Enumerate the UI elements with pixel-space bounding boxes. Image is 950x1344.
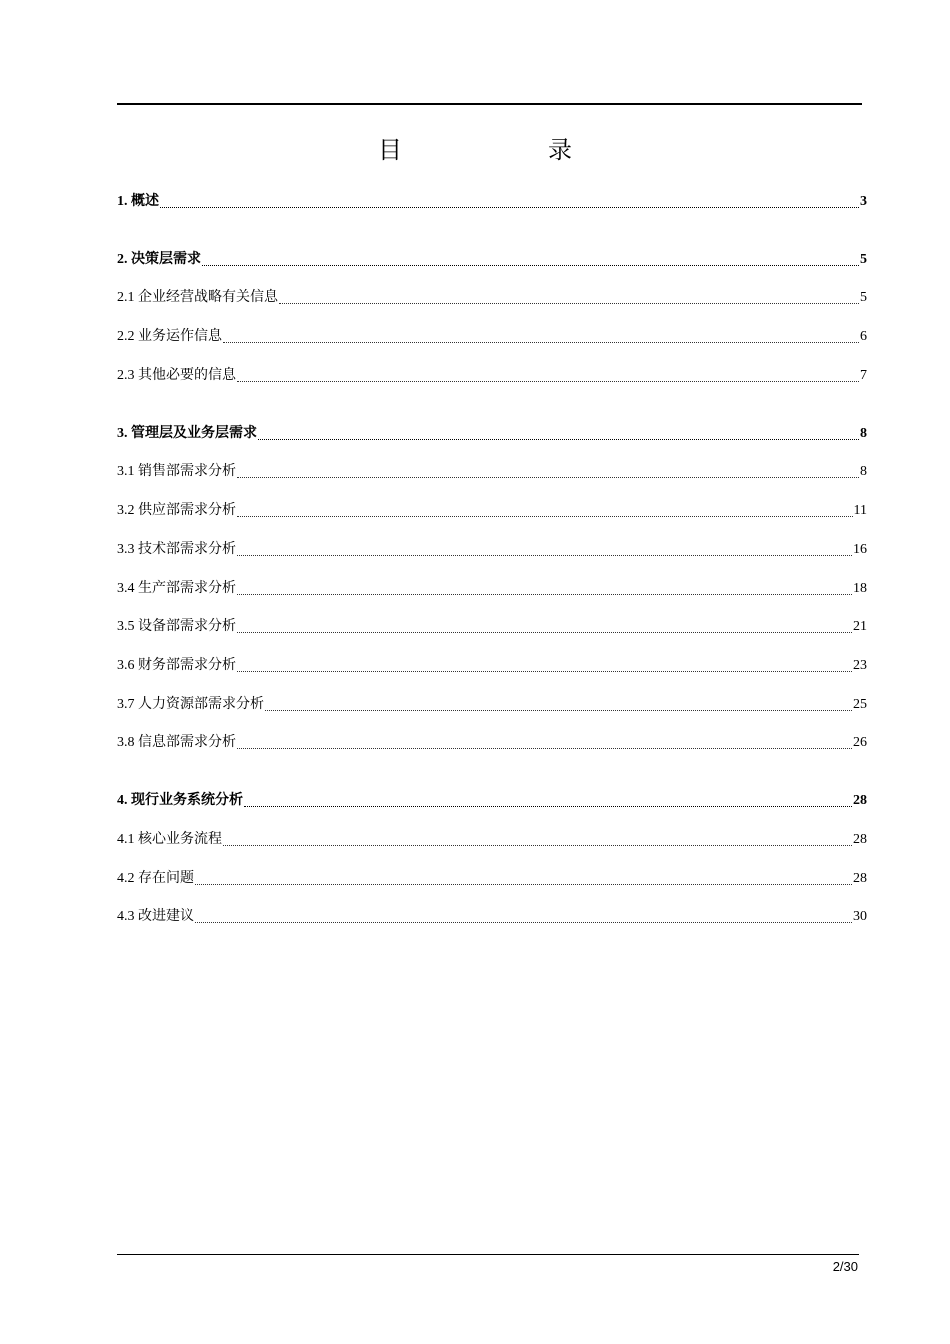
toc-entry-page: 3: [860, 194, 867, 209]
toc-leader-dots: [160, 207, 859, 208]
toc-leader-dots: [237, 477, 859, 478]
toc-entry-label: 3.5 设备部需求分析: [117, 619, 236, 634]
toc-leader-dots: [195, 922, 852, 923]
toc-entry-page: 18: [853, 581, 867, 596]
title-char-1: 目: [378, 136, 402, 164]
toc-entry-label: 4.3 改进建议: [117, 909, 194, 924]
toc-entry[interactable]: [117, 366, 867, 386]
toc-leader-dots: [237, 594, 852, 595]
toc-entry-label: 3.4 生产部需求分析: [117, 581, 236, 596]
toc-entry[interactable]: [117, 250, 867, 270]
toc-entry[interactable]: [117, 579, 867, 599]
toc-entry[interactable]: [117, 733, 867, 753]
toc-entry-page: 28: [853, 871, 867, 886]
toc-leader-dots: [258, 439, 859, 440]
toc-leader-dots: [195, 884, 852, 885]
toc-entry-label: 3.2 供应部需求分析: [117, 503, 236, 518]
header-rule: [117, 103, 862, 105]
page-number: 2/30: [832, 1259, 858, 1274]
toc-entry-label: 2.3 其他必要的信息: [117, 368, 236, 383]
toc-entry-page: 16: [853, 542, 867, 557]
toc-entry-label: 1. 概述: [117, 194, 159, 209]
toc-leader-dots: [202, 265, 859, 266]
toc-entry-page: 7: [860, 368, 867, 383]
toc-entry-page: 8: [860, 426, 867, 441]
toc-entry[interactable]: [117, 907, 867, 927]
toc-entry-page: 30: [853, 909, 867, 924]
toc-leader-dots: [237, 381, 859, 382]
toc-entry-page: 23: [853, 658, 867, 673]
toc-leader-dots: [223, 845, 852, 846]
toc-leader-dots: [244, 806, 852, 807]
title-char-2: 录: [548, 136, 572, 164]
toc-entry[interactable]: [117, 192, 867, 212]
toc-entry-label: 2. 决策层需求: [117, 252, 201, 267]
toc-entry[interactable]: [117, 462, 867, 482]
toc-entry-page: 28: [853, 832, 867, 847]
toc-leader-dots: [237, 555, 852, 556]
toc-entry-label: 2.1 企业经营战略有关信息: [117, 290, 278, 305]
toc-entry[interactable]: [117, 869, 867, 889]
toc-entry-page: 5: [860, 290, 867, 305]
toc-entry[interactable]: [117, 791, 867, 811]
toc-leader-dots: [237, 632, 852, 633]
toc-entry[interactable]: [117, 695, 867, 715]
toc-entry-label: 4. 现行业务系统分析: [117, 793, 243, 808]
toc-entry-label: 4.2 存在问题: [117, 871, 194, 886]
toc-entry-label: 3. 管理层及业务层需求: [117, 426, 257, 441]
toc-entry-label: 3.3 技术部需求分析: [117, 542, 236, 557]
toc-entry[interactable]: [117, 617, 867, 637]
toc-entry-label: 2.2 业务运作信息: [117, 329, 222, 344]
toc-entry-page: 5: [860, 252, 867, 267]
toc-entry-page: 21: [853, 619, 867, 634]
toc-entry[interactable]: [117, 288, 867, 308]
toc-leader-dots: [237, 671, 852, 672]
toc-title: [0, 134, 950, 166]
toc-entry-label: 3.8 信息部需求分析: [117, 735, 236, 750]
toc-entry-page: 8: [860, 464, 867, 479]
toc-entry[interactable]: [117, 540, 867, 560]
toc-entry[interactable]: [117, 656, 867, 676]
toc-entry-label: 4.1 核心业务流程: [117, 832, 222, 847]
toc-entry[interactable]: [117, 424, 867, 444]
toc-entry-page: 25: [853, 697, 867, 712]
toc-leader-dots: [223, 342, 859, 343]
toc-entry-label: 3.7 人力资源部需求分析: [117, 697, 264, 712]
toc-entry-page: 6: [860, 329, 867, 344]
toc-leader-dots: [279, 303, 859, 304]
toc-leader-dots: [237, 516, 853, 517]
toc-entry[interactable]: [117, 830, 867, 850]
toc-entry-page: 28: [853, 793, 867, 808]
toc-entry-label: 3.6 财务部需求分析: [117, 658, 236, 673]
toc-leader-dots: [265, 710, 852, 711]
toc-entry-page: 11: [853, 503, 867, 518]
toc-entry[interactable]: [117, 327, 867, 347]
footer-rule: [117, 1254, 859, 1255]
toc-leader-dots: [237, 748, 852, 749]
toc-entry-page: 26: [853, 735, 867, 750]
toc-entry[interactable]: [117, 501, 867, 521]
toc-entry-label: 3.1 销售部需求分析: [117, 464, 236, 479]
